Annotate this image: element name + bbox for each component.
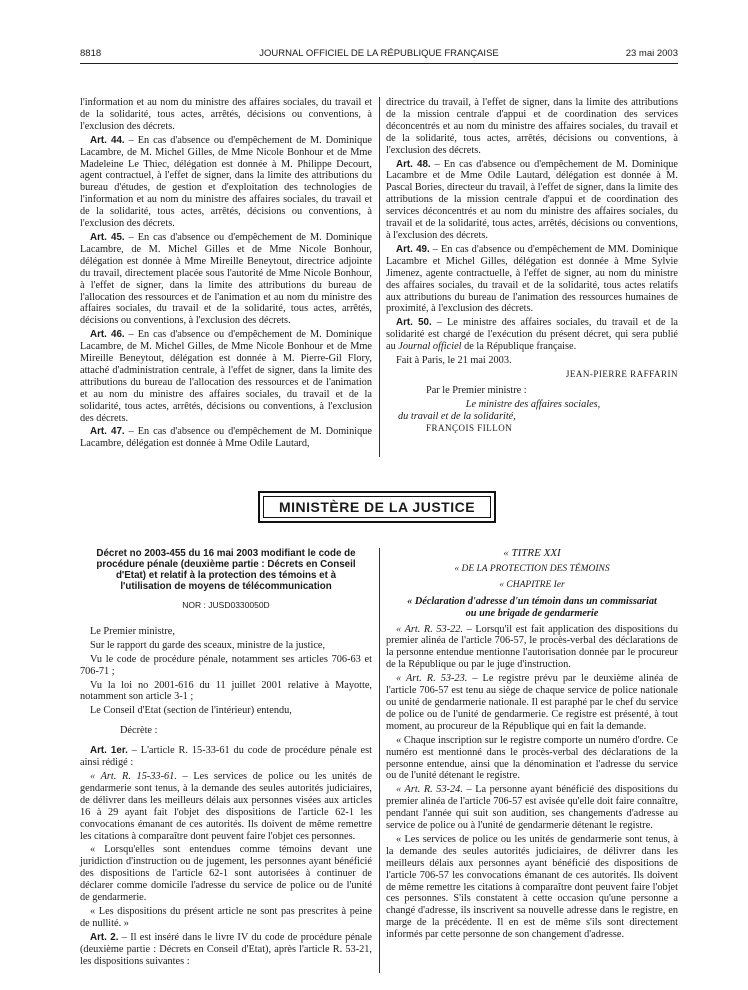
regulation-article (386, 673, 678, 733)
article-label: « Art. R. 15-33-61. (90, 770, 177, 782)
journal-title: JOURNAL OFFICIEL DE LA RÉPUBLIQUE FRANÇAISE (259, 48, 499, 59)
article-49 (386, 244, 678, 315)
article-45 (80, 232, 372, 327)
chapter-heading: « CHAPITRE Ier (499, 579, 565, 590)
paragraph: Vu le code de procédure pénale, notamment ses articles 706-63 et 706-71 ; (80, 653, 372, 677)
article-label: « Art. R. 53-22. (396, 623, 464, 635)
article-50 (386, 317, 678, 353)
paragraph: l'information et au nom du ministre des affaires sociales, du travail et de la solidarité, tous actes, arrêtés, décisions ou conventions, à l'exclusion des décrets. (80, 97, 372, 132)
article-text: – L'article R. 15-33-61 du code de procédure pénale est ainsi rédigé : (80, 745, 372, 769)
article-text: – La personne ayant bénéficié des dispositions du premier alinéa de l'article 706-57 est avisée qu'elle doit faire connaître, pendant l'année qui suit son audition, ses changements d'adresse au service de police ou à l'unité de gendarmerie détenant le registre. (386, 784, 678, 832)
ministry-heading: MINISTÈRE DE LA JUSTICE (263, 496, 491, 518)
paragraph: « Lorsqu'elles sont entendues comme témoins devant une juridiction d'instruction ou de jugement, les personnes ayant bénéficié des dispositions de l'article 62-1 sont autorisées à continuer de déclarer comme domicile l'adresse du service de police ou de l'unité de gendarmerie. (80, 844, 372, 904)
article-label: Art. 2. (90, 931, 119, 943)
column-divider (379, 548, 380, 973)
regulation-article (386, 624, 678, 672)
paragraph: Sur le rapport du garde des sceaux, ministre de la justice, (90, 639, 326, 651)
article-text: – En cas d'absence ou d'empêchement de M. Dominique Lacambre, de M. Michel Gilles, de Mme Nicole Bonhour et de Mme Mireille Beneytout, délégation est donnée à M. Pierre-Gil Flory, attaché d'administration centrale, à l'effet de signer, dans la limite des attributions du bureau de l'allocation des ressources et de l'animation et au nom du ministre des affaires sociales, du travail et de la solidarité, tous actes, arrêtés, décisions ou conventions, à l'exclusion des décrets. (80, 329, 372, 424)
ministry-heading-box (258, 491, 496, 523)
date-line: Fait à Paris, le 21 mai 2003. (396, 355, 512, 367)
column-divider (379, 97, 380, 457)
article-text: – Le registre prévu par le deuxième alinéa de l'article 706-57 est tenu au siège de chaque service de police nationale ou unité de gendarmerie nationale. Il est paraphé par le chef du service de police ou de l'unité de gendarmerie. Ce registre est présenté, à tout moment, au procureur de la République qui en fait la demande. (386, 673, 678, 732)
paragraph: Vu la loi no 2001-616 du 11 juillet 2001 relative à Mayotte, notamment son article 3-1 ; (80, 679, 372, 703)
minister-title: du travail et de la solidarité, (398, 410, 516, 422)
article-text: de la République française. (461, 341, 577, 353)
article-text: – En cas d'absence ou d'empêchement de M. Dominique Lacambre, de M. Michel Gilles et de Mme Nicole Bonhour, délégation est donnée à Mme Mireille Beneytout, directrice adjointe du travail, directement placée sous l'autorité de Mme Nicole Bonhour, à l'effet de signer, dans la limite des attributions du bureau de l'allocation des ressources et de l'animation et au nom du ministre des affaires sociales, du travail et de la solidarité, tous actes, arrêtés, décisions ou conventions, à l'exclusion des décrets. (80, 231, 372, 327)
paragraph: Le Premier ministre, (90, 625, 175, 637)
article-text: – Les services de police ou les unités de gendarmerie sont tenus, à la demande des seules autorités judiciaires, de délivrer dans les meilleurs délais aux personnes visées aux articles 16 à 29 ayant fait l'objet des dispositions de l'article 62-1 les convocations émanant de ces autorités. Ils doivent de même remettre les citations à comparaître dont peuvent faire l'objet ces personnes. (80, 770, 372, 842)
article-label: Art. 50. (396, 317, 432, 329)
issue-date: 23 mai 2003 (625, 48, 678, 59)
article-text: – Le ministre des affaires sociales, du travail et de la solidarité est chargé de l'exécution du présent décret, qui sera publié au (386, 317, 678, 353)
article-1 (80, 745, 372, 769)
article-text: – En cas d'absence ou d'empêchement de M. Dominique Lacambre, de M. Michel Gilles, de Mme Nicole Bonhour et de Mme Madeleine Le Thiec, délégation est donnée à M. Philippe Decourt, agent contractuel, à l'effet de signer, dans la limite des attributions du bureau d'études, de gestion et d'exploitation des technologies de l'information et au nom du ministre des affaires sociales, du travail et de la solidarité, tous actes, arrêtés, décisions ou conventions, à l'exclusion des décrets. (80, 134, 372, 230)
article-text: – Lorsqu'il est fait application des dispositions du premier alinéa de l'article 706-57, le procès-verbal des déclarations de la personne entendue mentionne l'autorisation donnée par le procureur de la République ou par le juge d'instruction. (386, 623, 678, 671)
article-label: « Art. R. 53-24. (396, 784, 463, 796)
article-text: – Il est inséré dans le livre IV du code de procédure pénale (deuxième partie : Décrets en Conseil d'Etat), après l'article R. 53-21, les dispositions suivantes : (80, 931, 373, 967)
page-number: 8818 (80, 48, 102, 59)
regulation-article (80, 771, 372, 842)
article-text: – En cas d'absence ou d'empêchement de M. Dominique Lacambre, délégation est donnée à Mme Odile Lautard, (80, 426, 372, 450)
article-label: Art. 44. (90, 134, 125, 146)
article-text: – En cas d'absence ou d'empêchement de M. Dominique Lacambre et de Mme Odile Lautard, délégation est donnée à M. Pascal Bories, directeur du travail, à l'effet de signer, dans la limite des attributions de la mission centrale d'appui et de coordination des services déconcentrés et au nom du ministre des affaires sociales, du travail et de la solidarité, tous actes, arrêtés, décisions ou conventions, à l'exclusion des décrets. (386, 158, 678, 241)
by-line: Par le Premier ministre : (426, 384, 527, 396)
top-right-column (386, 97, 678, 434)
article-label: Art. 49. (396, 243, 430, 255)
article-48 (386, 159, 678, 242)
title-heading: « TITRE XXI (503, 547, 561, 559)
regulation-article (386, 784, 678, 832)
article-label: Art. 1er. (90, 745, 128, 757)
journal-name: Journal officiel (398, 341, 462, 353)
article-2 (80, 932, 372, 968)
title-subheading: « DE LA PROTECTION DES TÉMOINS (454, 563, 610, 574)
minister-name: FRANÇOIS FILLON (426, 422, 513, 433)
article-label: Art. 47. (90, 426, 125, 438)
article-47 (80, 426, 372, 450)
article-label: Art. 45. (90, 231, 125, 243)
article-text: – En cas d'absence ou d'empêchement de MM. Dominique Lacambre et Michel Gilles, délégation est donnée à Mme Sylvie Jimenez, agente contractuelle, à l'effet de signer, au nom du ministre des affaires sociales, du travail et de la solidarité, tous actes relatifs aux attributions du bureau de l'animation des ressources humaines de proximité, à l'exclusion des décrets. (386, 243, 678, 315)
article-label: Art. 48. (396, 158, 431, 170)
bottom-left-column (80, 548, 372, 969)
paragraph: « Les dispositions du présent article ne sont pas prescrites à peine de nullité. » (80, 905, 372, 929)
paragraph: Le Conseil d'Etat (section de l'intérieur) entendu, (90, 705, 292, 717)
decrete: Décrète : (120, 725, 158, 737)
header-rule (80, 63, 678, 64)
paragraph: directrice du travail, à l'effet de signer, dans la limite des attributions de la mission centrale d'appui et de coordination des services déconcentrés et au nom du ministre des affaires sociales, du travail et de la solidarité, tous actes, arrêtés, décisions ou conventions, à l'exclusion des décrets. (386, 97, 678, 156)
signatory: JEAN-PIERRE RAFFARIN (565, 368, 678, 379)
chapter-subheading: « Déclaration d'adresse d'un témoin dans un commissariat ou une brigade de gendarmerie (407, 595, 657, 619)
article-label: « Art. R. 53-23. (396, 673, 468, 685)
nor-reference: NOR : JUSD0330050D (182, 600, 270, 610)
top-left-column (80, 97, 372, 452)
paragraph: « Les services de police ou les unités de gendarmerie sont tenus, à la demande des seules autorités judiciaires, de délivrer dans les meilleurs délais aux personnes ayant bénéficié des dispositions de l'article 706-57 les convocations émanant de ces autorités. Ils doivent de même remettre les citations à comparaître dont peuvent faire l'objet ces personnes. S'ils constatent à cette occasion qu'une personne a changé d'adresse, ils inscrivent sa nouvelle adresse dans le registre, en marge de la précédente. Il en est de même s'ils sont directement informés par cette personne de son changement d'adresse. (386, 833, 678, 941)
article-46 (80, 329, 372, 424)
article-label: Art. 46. (90, 329, 125, 341)
bottom-right-column (386, 548, 678, 943)
decree-title: Décret no 2003-455 du 16 mai 2003 modifiant le code de procédure pénale (deuxième partie : Décrets en Conseil d'Etat) et relatif à la protection des témoins et à l'utilisation de moyens de télécommunication (96, 548, 356, 592)
page-header (80, 48, 678, 64)
paragraph: « Chaque inscription sur le registre comporte un numéro d'ordre. Ce numéro est mentionné dans le procès-verbal des déclarations de la personne entendue, ainsi que la dénomination et l'adresse du service ou de l'unité détenant le registre. (386, 734, 678, 782)
article-44 (80, 135, 372, 230)
minister-title: Le ministre des affaires sociales, (465, 398, 601, 410)
